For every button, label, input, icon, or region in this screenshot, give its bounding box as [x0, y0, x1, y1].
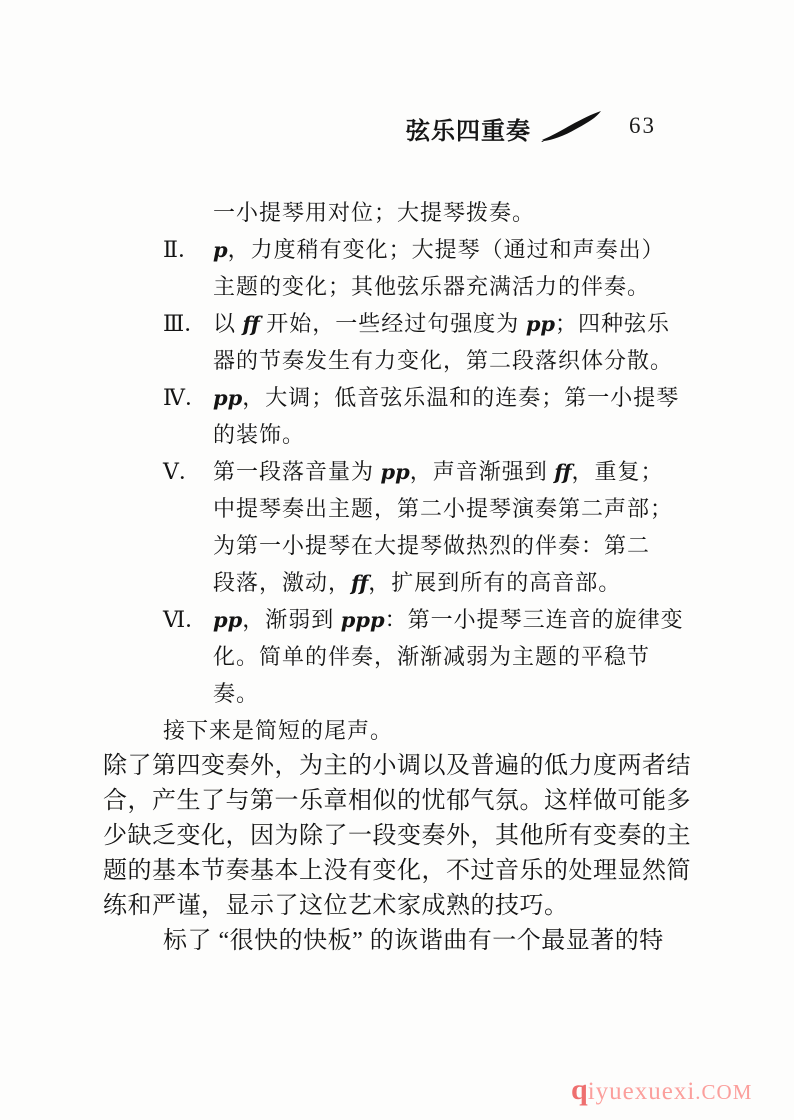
list-numeral: Ⅱ．	[163, 237, 200, 262]
dynamic-mark: ff	[554, 459, 572, 484]
list-numeral: Ⅵ．	[163, 607, 208, 632]
pen-flourish-icon	[541, 110, 603, 142]
dynamic-mark: ff	[351, 570, 369, 595]
list-numeral: Ⅳ．	[163, 385, 207, 410]
coda-line: 接下来是简短的尾声。	[163, 718, 394, 743]
dynamic-mark: pp	[380, 459, 410, 484]
list-text-line: 的装饰。	[213, 422, 306, 447]
watermark-lead: q	[571, 1073, 588, 1106]
list-item-row	[0, 601, 794, 638]
dynamic-mark: pp	[213, 385, 243, 410]
running-head-title: 弦乐四重奏	[406, 119, 531, 145]
paragraph-line: 标了 “很快的快板” 的诙谐曲有一个最显著的特	[163, 928, 664, 954]
dynamic-mark: pp	[213, 607, 243, 632]
dynamic-mark: p	[213, 237, 228, 262]
dynamic-mark: ff	[242, 311, 260, 336]
paragraph-line: 合，产生了与第一乐章相似的忧郁气氛。这样做可能多	[103, 788, 691, 814]
page-body	[0, 194, 794, 959]
list-text-line: 奏。	[213, 681, 260, 706]
dynamic-mark: ppp	[340, 607, 385, 632]
paragraph-line: 练和严谨，显示了这位艺术家成熟的技巧。	[103, 893, 569, 919]
watermark-body: iyuexuexi	[587, 1078, 696, 1105]
list-numeral: Ⅴ．	[163, 459, 201, 484]
dynamic-mark: pp	[525, 311, 556, 336]
paragraph-line: 除了第四变奏外，为主的小调以及普遍的低力度两者结	[103, 753, 691, 779]
list-text: p，力度稍有变化；大提琴（通过和声奏出）	[213, 237, 665, 262]
list-item-row	[0, 453, 794, 490]
list-text: pp，大调；低音弦乐温和的连奏；第一小提琴	[213, 385, 680, 410]
list-item-row	[0, 379, 794, 416]
watermark	[571, 1073, 753, 1109]
list-item-row	[0, 305, 794, 342]
paragraph-line: 少缺乏变化，因为除了一段变奏外，其他所有变奏的主	[103, 823, 691, 849]
list-text: 以 ff 开始，一些经过句强度为 pp；四种弦乐	[213, 311, 671, 336]
watermark-suffix: .COM	[695, 1080, 753, 1104]
list-text: pp，渐弱到 ppp：第一小提琴三连音的旋律变	[213, 607, 684, 632]
list-item-row	[0, 231, 794, 268]
list-text-line: 化。简单的伴奏，渐渐减弱为主题的平稳节	[213, 644, 651, 669]
list-numeral: Ⅲ．	[163, 311, 207, 336]
list-text-line: 为第一小提琴在大提琴做热烈的伴奏：第二	[213, 533, 651, 558]
page-number: 63	[629, 113, 656, 138]
running-header	[0, 108, 794, 144]
list-text-line: 器的节奏发生有力变化，第二段落织体分散。	[213, 348, 674, 373]
list-text-line: 主题的变化；其他弦乐器充满活力的伴奏。	[213, 274, 651, 299]
list-text: 第一段落音量为 pp，声音渐强到 ff，重复；	[213, 459, 664, 484]
list-text-line: 中提琴奏出主题，第二小提琴演奏第二声部；	[213, 496, 674, 521]
paragraph-line: 题的基本节奏基本上没有变化，不过音乐的处理显然简	[103, 858, 691, 884]
list-continuation-line: 一小提琴用对位；大提琴拨奏。	[213, 200, 536, 225]
list-text-line: 段落，激动，ff，扩展到所有的高音部。	[213, 570, 622, 595]
